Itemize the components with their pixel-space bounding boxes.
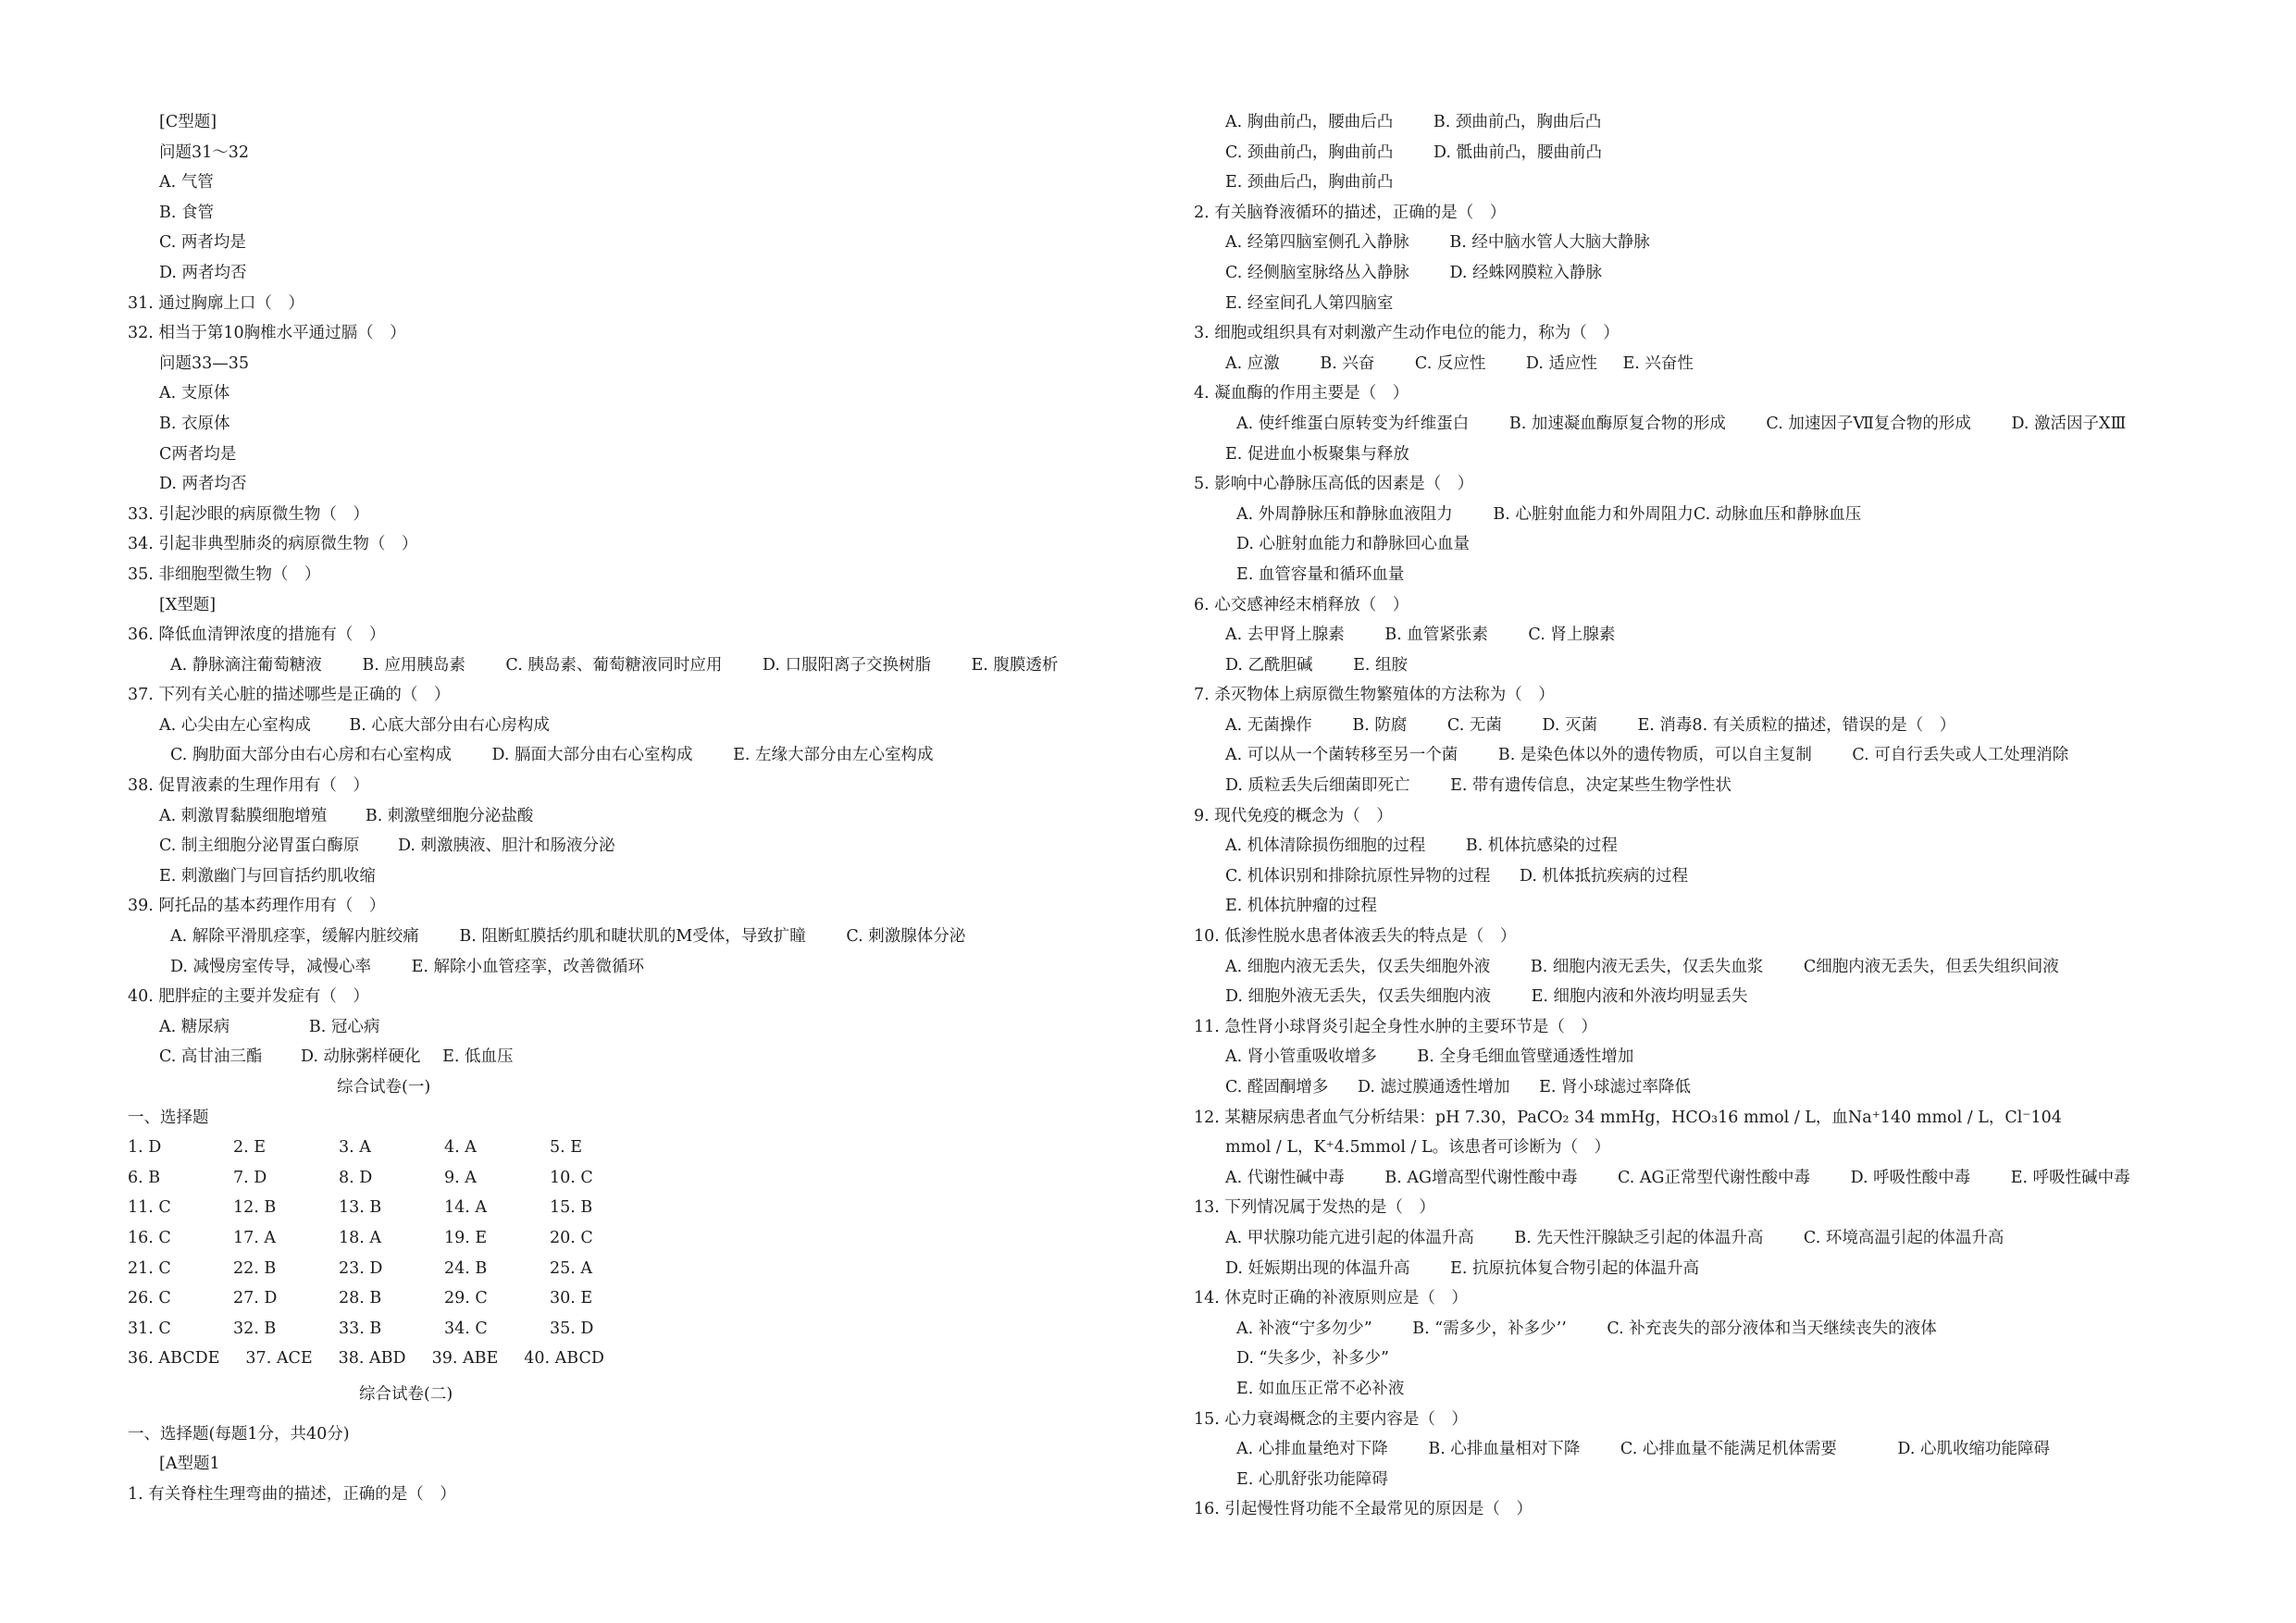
question-group-intro: 问题33—35 — [159, 353, 250, 373]
answer-row — [128, 1254, 1192, 1284]
answer-cell: 34. C — [444, 1319, 488, 1338]
option-e: E. 心肌舒张功能障碍 — [1236, 1469, 1388, 1489]
option-a: A. 胸曲前凸，腰曲后凸 — [1225, 113, 1394, 131]
options-row — [1194, 831, 2277, 861]
option-c: C. 颈曲前凸，胸曲前凸 — [1225, 142, 1394, 162]
answer-cell: 29. C — [444, 1289, 488, 1308]
question-31: 31. 通过胸廓上口（ ） — [128, 293, 304, 313]
option-c: C. 两者均是 — [159, 233, 246, 253]
option-a: A. 机体清除损伤细胞的过程 — [1225, 836, 1426, 856]
options-row — [128, 801, 1192, 832]
question-5: 5. 影响中心静脉压高低的因素是（ ） — [1194, 475, 1474, 494]
question-38: 38. 促胃液素的生理作用有（ ） — [128, 776, 369, 796]
option-c: C. 加速因子Ⅶ复合物的形成 — [1766, 414, 1971, 433]
option-b: B. 颈曲前凸，胸曲后凸 — [1433, 113, 1602, 131]
option-d: D. 心脏射血能力和静脉回心血量 — [1236, 535, 1471, 554]
question-34: 34. 引起非典型肺炎的病原微生物（ ） — [128, 535, 418, 554]
answer-cell: 20. C — [550, 1228, 593, 1247]
option-c: C两者均是 — [159, 444, 237, 464]
options-row — [128, 922, 1192, 952]
options-row — [1194, 1042, 2277, 1072]
answer-cell: 15. B — [550, 1198, 593, 1218]
option-a: A. 糖尿病 — [159, 1017, 230, 1036]
option-c: C. 补充丧失的部分液体和当天继续丧失的液体 — [1607, 1319, 1937, 1338]
option-d: D. 灭菌 — [1542, 715, 1597, 735]
question-16: 16. 引起慢性肾功能不全最常见的原因是（ ） — [1194, 1500, 1533, 1519]
option-b: B. 刺激壁细胞分泌盐酸 — [365, 806, 534, 825]
answer-row — [128, 1314, 1192, 1344]
question-15: 15. 心力衰竭概念的主要内容是（ ） — [1194, 1409, 1468, 1429]
answer-cell: 31. C — [128, 1319, 171, 1338]
question-35: 35. 非细胞型微生物（ ） — [128, 564, 321, 584]
option-c: C. 肾上腺素 — [1528, 626, 1616, 645]
option-d: D. 减慢房室传导，减慢心率 — [170, 957, 372, 976]
option-d: D. 适应性 — [1525, 353, 1597, 373]
option-e: E. 解除小血管痉挛，改善微循环 — [411, 957, 645, 976]
option-b: B. 心脏射血能力和外周阻力C. 动脉血压和静脉血压 — [1493, 504, 1862, 524]
option-a: A. 甲状腺功能亢进引起的体温升高 — [1225, 1228, 1474, 1247]
option-b: B. 衣原体 — [159, 414, 230, 433]
question-11: 11. 急性肾小球肾炎引起全身性水肿的主要环节是（ ） — [1194, 1017, 1597, 1036]
exam-1-title: 综合试卷(一) — [337, 1078, 431, 1096]
option-c: C细胞内液无丢失，但丢失组织间液 — [1803, 957, 2059, 976]
option-b: B. 应用胰岛素 — [362, 655, 465, 675]
answer-cell: 10. C — [550, 1168, 593, 1187]
option-a: A. 气管 — [159, 173, 214, 192]
option-b: B. 先天性汗腺缺乏引起的体温升高 — [1514, 1228, 1764, 1247]
option-e: E. 血管容量和循环血量 — [1236, 564, 1405, 584]
option-a: A. 刺激胃黏膜细胞增殖 — [159, 806, 328, 825]
answer-cell: 5. E — [550, 1138, 583, 1158]
question-13: 13. 下列情况属于发热的是（ ） — [1194, 1198, 1435, 1218]
options-row — [1194, 952, 2277, 983]
question-3: 3. 细胞或组织具有对刺激产生动作电位的能力，称为（ ） — [1194, 324, 1620, 343]
answer-cell: 28. B — [339, 1289, 382, 1308]
options-row — [128, 831, 1192, 861]
answer-cell: 22. B — [233, 1258, 277, 1278]
option-b: B. 防腐 — [1352, 715, 1408, 735]
option-b: B. 血管紧张素 — [1384, 626, 1488, 645]
option-d: D. 口服阳离子交换树脂 — [762, 655, 931, 675]
option-a: A. 解除平滑肌痉挛，缓解内脏绞痛 — [170, 927, 419, 947]
question-12: 12. 某糖尿病患者血气分析结果：pH 7.30，PaCO₂ 34 mmHg，HCO₃16 mmol / L，血Na⁺140 mmol / L，Cl⁻104 — [1194, 1108, 2062, 1127]
answer-cell: 6. B — [128, 1168, 161, 1187]
option-e: E. 抗原抗体复合物引起的体温升高 — [1450, 1258, 1700, 1278]
option-a: A. 心排血量绝对下降 — [1236, 1440, 1388, 1459]
question-4: 4. 凝血酶的作用主要是（ ） — [1194, 384, 1409, 403]
option-d: D. 滤过膜通透性增加 — [1357, 1078, 1510, 1096]
option-e: E. 低血压 — [442, 1047, 514, 1067]
option-d: D. 经蛛网膜粒入静脉 — [1449, 263, 1603, 282]
options-row — [128, 1012, 1192, 1043]
option-b: B. 加速凝血酶原复合物的形成 — [1508, 414, 1726, 433]
question-group-intro: 问题31～32 — [159, 142, 250, 162]
option-b: B. 兴奋 — [1320, 353, 1375, 373]
option-b: B. 细胞内液无丢失，仅丢失血浆 — [1530, 957, 1764, 976]
option-a: A. 应激 — [1225, 353, 1280, 373]
options-row — [1194, 740, 2277, 771]
option-c: C. 刺激腺体分泌 — [846, 927, 966, 947]
option-c: C. 环境高温引起的体温升高 — [1803, 1228, 2004, 1247]
answer-cell: 25. A — [550, 1258, 593, 1278]
option-e: E. 刺激幽门与回盲括约肌收缩 — [159, 866, 376, 886]
option-d: D. 刺激胰液、胆汁和肠液分泌 — [397, 836, 615, 856]
answer-cell: 2. E — [233, 1138, 267, 1158]
options-row — [1194, 1434, 2277, 1465]
options-row — [1194, 228, 2277, 258]
option-a: A. 心尖由左心室构成 — [159, 715, 311, 735]
options-row — [1194, 982, 2277, 1012]
answer-cell: 12. B — [233, 1198, 277, 1218]
answer-39: 39. ABE — [431, 1349, 499, 1369]
option-b: B. 心底大部分由右心房构成 — [349, 715, 550, 735]
answer-cell: 4. A — [444, 1138, 477, 1158]
answer-cell: 35. D — [550, 1319, 594, 1338]
option-a: A. 补液“宁多勿少” — [1236, 1319, 1372, 1338]
option-b: B. 食管 — [159, 203, 214, 222]
option-e: E. 机体抗肿瘤的过程 — [1225, 897, 1377, 916]
option-d: D. 两者均否 — [159, 263, 247, 282]
answer-cell: 1. D — [128, 1138, 162, 1158]
option-d: D. 动脉粥样硬化 — [300, 1047, 421, 1067]
answer-cell: 18. A — [339, 1228, 382, 1247]
answer-cell: 3. A — [339, 1138, 371, 1158]
option-a: A. 支原体 — [159, 384, 230, 403]
question-10: 10. 低渗性脱水患者体液丢失的特点是（ ） — [1194, 927, 1517, 947]
exam-2-title: 综合试卷(二) — [359, 1384, 453, 1404]
option-e: E. 左缘大部分由左心室构成 — [733, 746, 934, 765]
option-b: B. 冠心病 — [308, 1017, 380, 1036]
answer-cell: 33. B — [339, 1319, 382, 1338]
options-row — [1194, 1314, 2277, 1344]
options-row — [1194, 1163, 2277, 1194]
option-a: A. 肾小管重吸收增多 — [1225, 1047, 1377, 1067]
right-column — [1194, 107, 2277, 1525]
option-e: E. 组胺 — [1353, 655, 1409, 675]
option-e: E. 颈曲后凸，胸曲前凸 — [1225, 173, 1394, 192]
option-b: B. “需多少，补多少’’ — [1412, 1319, 1567, 1338]
option-a: A. 使纤维蛋白原转变为纤维蛋白 — [1236, 414, 1470, 433]
question-14: 14. 休克时正确的补液原则应是（ ） — [1194, 1289, 1468, 1308]
option-d: D. 骶曲前凸，腰曲前凸 — [1433, 142, 1603, 162]
options-row — [1194, 138, 2277, 168]
option-a: A. 静脉滴注葡萄糖液 — [170, 655, 322, 675]
answer-cell: 30. E — [550, 1289, 593, 1308]
option-d: D. 妊娠期出现的体温升高 — [1225, 1258, 1410, 1278]
options-row — [1194, 107, 2277, 138]
option-b: B. 全身毛细血管壁通透性增加 — [1417, 1047, 1634, 1067]
options-row — [1194, 258, 2277, 289]
option-e: E. 带有遗传信息，决定某些生物学性状 — [1450, 776, 1732, 796]
option-e: E. 促进血小板聚集与释放 — [1225, 444, 1409, 464]
options-row — [128, 952, 1192, 983]
answer-cell: 7. D — [233, 1168, 267, 1187]
option-d: D. 激活因子ⅩⅢ — [2011, 414, 2127, 433]
option-a: A. 可以从一个菌转移至另一个菌 — [1225, 746, 1458, 765]
option-c: C. 反应性 — [1414, 353, 1486, 373]
option-a: A. 外周静脉压和静脉血液阻力 — [1236, 504, 1453, 524]
option-e: E. 兴奋性 — [1622, 353, 1694, 373]
question-6: 6. 心交感神经末梢释放（ ） — [1194, 595, 1409, 614]
question-9: 9. 现代免疫的概念为（ ） — [1194, 806, 1393, 825]
option-e: E. 细胞内液和外液均明显丢失 — [1531, 987, 1748, 1007]
question-39: 39. 阿托品的基本药理作用有（ ） — [128, 897, 386, 916]
options-row — [1194, 1254, 2277, 1284]
section-title: 一、选择题(每题1分，共40分) — [128, 1424, 350, 1443]
options-row — [1194, 1072, 2277, 1103]
answer-key — [128, 1133, 1192, 1344]
answer-38: 38. ABD — [338, 1349, 406, 1369]
answer-cell: 32. B — [233, 1319, 277, 1338]
options-row — [128, 711, 1192, 741]
question-32: 32. 相当于第10胸椎水平通过膈（ ） — [128, 324, 406, 343]
answer-row — [128, 1163, 1192, 1194]
option-d: D. 机体抵抗疾病的过程 — [1519, 866, 1689, 886]
answer-row — [128, 1223, 1192, 1254]
answer-cell: 27. D — [233, 1289, 278, 1308]
section-header-c-type: [C型题] — [159, 113, 217, 131]
option-e: E. 呼吸性碱中毒 — [2010, 1168, 2130, 1187]
options-row — [1194, 711, 2277, 741]
options-row — [1194, 861, 2277, 892]
option-d: D. 质粒丢失后细菌即死亡 — [1225, 776, 1410, 796]
option-b: B. 阻断虹膜括约肌和睫状肌的M受体，导致扩瞳 — [459, 927, 806, 947]
option-b: B. 心排血量相对下降 — [1428, 1440, 1581, 1459]
answer-row — [128, 1344, 1192, 1374]
option-d: D. “失多少，补多少” — [1236, 1349, 1389, 1369]
options-row — [1194, 650, 2277, 681]
options-row — [128, 650, 1192, 681]
options-row — [128, 740, 1192, 771]
answer-row — [128, 1133, 1192, 1163]
answer-36: 36. ABCDE — [128, 1349, 220, 1369]
options-row — [1194, 349, 2277, 379]
answer-cell: 11. C — [128, 1198, 171, 1218]
option-b: B. AG增高型代谢性酸中毒 — [1384, 1168, 1578, 1187]
answer-37: 37. ACE — [245, 1349, 313, 1369]
option-c: C. 可自行丢失或人工处理消除 — [1852, 746, 2069, 765]
option-c: C. 胰岛素、葡萄糖液同时应用 — [505, 655, 723, 675]
option-b: B. 机体抗感染的过程 — [1465, 836, 1618, 856]
option-c: C. 机体识别和排除抗原性异物的过程 — [1225, 866, 1491, 886]
options-row — [1194, 620, 2277, 650]
answer-cell: 26. C — [128, 1289, 171, 1308]
question-33: 33. 引起沙眼的病原微生物（ ） — [128, 504, 369, 524]
question-2: 2. 有关脑脊液循环的描述，正确的是（ ） — [1194, 203, 1507, 222]
options-row — [1194, 500, 2277, 530]
question-7: 7. 杀灭物体上病原微生物繁殖体的方法称为（ ） — [1194, 686, 1555, 705]
answer-cell: 17. A — [233, 1228, 277, 1247]
option-d: D. 细胞外液无丢失，仅丢失细胞内液 — [1225, 987, 1492, 1007]
option-a: A. 去甲肾上腺素 — [1225, 626, 1345, 645]
options-row — [1194, 771, 2277, 801]
question-36: 36. 降低血清钾浓度的措施有（ ） — [128, 626, 386, 645]
question-40: 40. 肥胖症的主要并发症有（ ） — [128, 987, 369, 1007]
option-e-and-question-8: E. 消毒8. 有关质粒的描述，错误的是（ ） — [1637, 715, 1956, 735]
option-d: D. 心肌收缩功能障碍 — [1897, 1440, 2050, 1459]
option-e: E. 如血压正常不必补液 — [1236, 1379, 1405, 1398]
options-row — [1194, 409, 2277, 440]
option-d: D. 膈面大部分由右心室构成 — [491, 746, 693, 765]
option-c: C. 胸肋面大部分由右心房和右心室构成 — [170, 746, 452, 765]
left-column — [128, 107, 1192, 1509]
option-d: D. 乙酰胆碱 — [1225, 655, 1313, 675]
option-a: A. 代谢性碱中毒 — [1225, 1168, 1345, 1187]
option-b: B. 是染色体以外的遗传物质，可以自主复制 — [1497, 746, 1812, 765]
option-d: D. 两者均否 — [159, 475, 247, 494]
option-a: A. 无菌操作 — [1225, 715, 1312, 735]
option-c: C. 制主细胞分泌胃蛋白酶原 — [159, 836, 360, 856]
options-row — [128, 1042, 1192, 1072]
question-37: 37. 下列有关心脏的描述哪些是正确的（ ） — [128, 686, 451, 705]
section-header-a-type: [A型题1 — [159, 1455, 220, 1474]
option-a: A. 经第四脑室侧孔入静脉 — [1225, 233, 1409, 253]
answer-40: 40. ABCD — [524, 1349, 604, 1369]
answer-cell: 19. E — [444, 1228, 488, 1247]
option-c: C. AG正常型代谢性酸中毒 — [1618, 1168, 1811, 1187]
answer-cell: 9. A — [444, 1168, 477, 1187]
option-c: C. 无菌 — [1446, 715, 1502, 735]
options-row — [1194, 1223, 2277, 1254]
option-d: D. 呼吸性酸中毒 — [1850, 1168, 1971, 1187]
option-c: C. 心排血量不能满足机体需要 — [1620, 1440, 1837, 1459]
question-12-continued: mmol / L，K⁺4.5mmol / L。该患者可诊断为（ ） — [1225, 1138, 1611, 1158]
question-1: 1. 有关脊柱生理弯曲的描述，正确的是（ ） — [128, 1484, 456, 1504]
answer-row — [128, 1193, 1192, 1223]
answer-cell: 13. B — [339, 1198, 382, 1218]
option-e: E. 肾小球滤过率降低 — [1539, 1078, 1692, 1096]
option-c: C. 醛固酮增多 — [1225, 1078, 1329, 1096]
option-e: E. 腹膜透析 — [971, 655, 1059, 675]
answer-cell: 8. D — [339, 1168, 373, 1187]
section-header-x-type: [X型题] — [159, 595, 217, 614]
answer-row — [128, 1283, 1192, 1314]
answer-cell: 24. B — [444, 1258, 488, 1278]
answer-cell: 16. C — [128, 1228, 171, 1247]
answer-cell: 21. C — [128, 1258, 171, 1278]
section-title: 一、选择题 — [128, 1108, 209, 1127]
option-b: B. 经中脑水管人大脑大静脉 — [1449, 233, 1650, 253]
answer-cell: 23. D — [339, 1258, 383, 1278]
option-e: E. 经室间孔人第四脑室 — [1225, 293, 1394, 313]
option-c: C. 经侧脑室脉络丛入静脉 — [1225, 263, 1409, 282]
option-a: A. 细胞内液无丢失，仅丢失细胞外液 — [1225, 957, 1491, 976]
answer-cell: 14. A — [444, 1198, 488, 1218]
option-c: C. 高甘油三酯 — [159, 1047, 263, 1067]
